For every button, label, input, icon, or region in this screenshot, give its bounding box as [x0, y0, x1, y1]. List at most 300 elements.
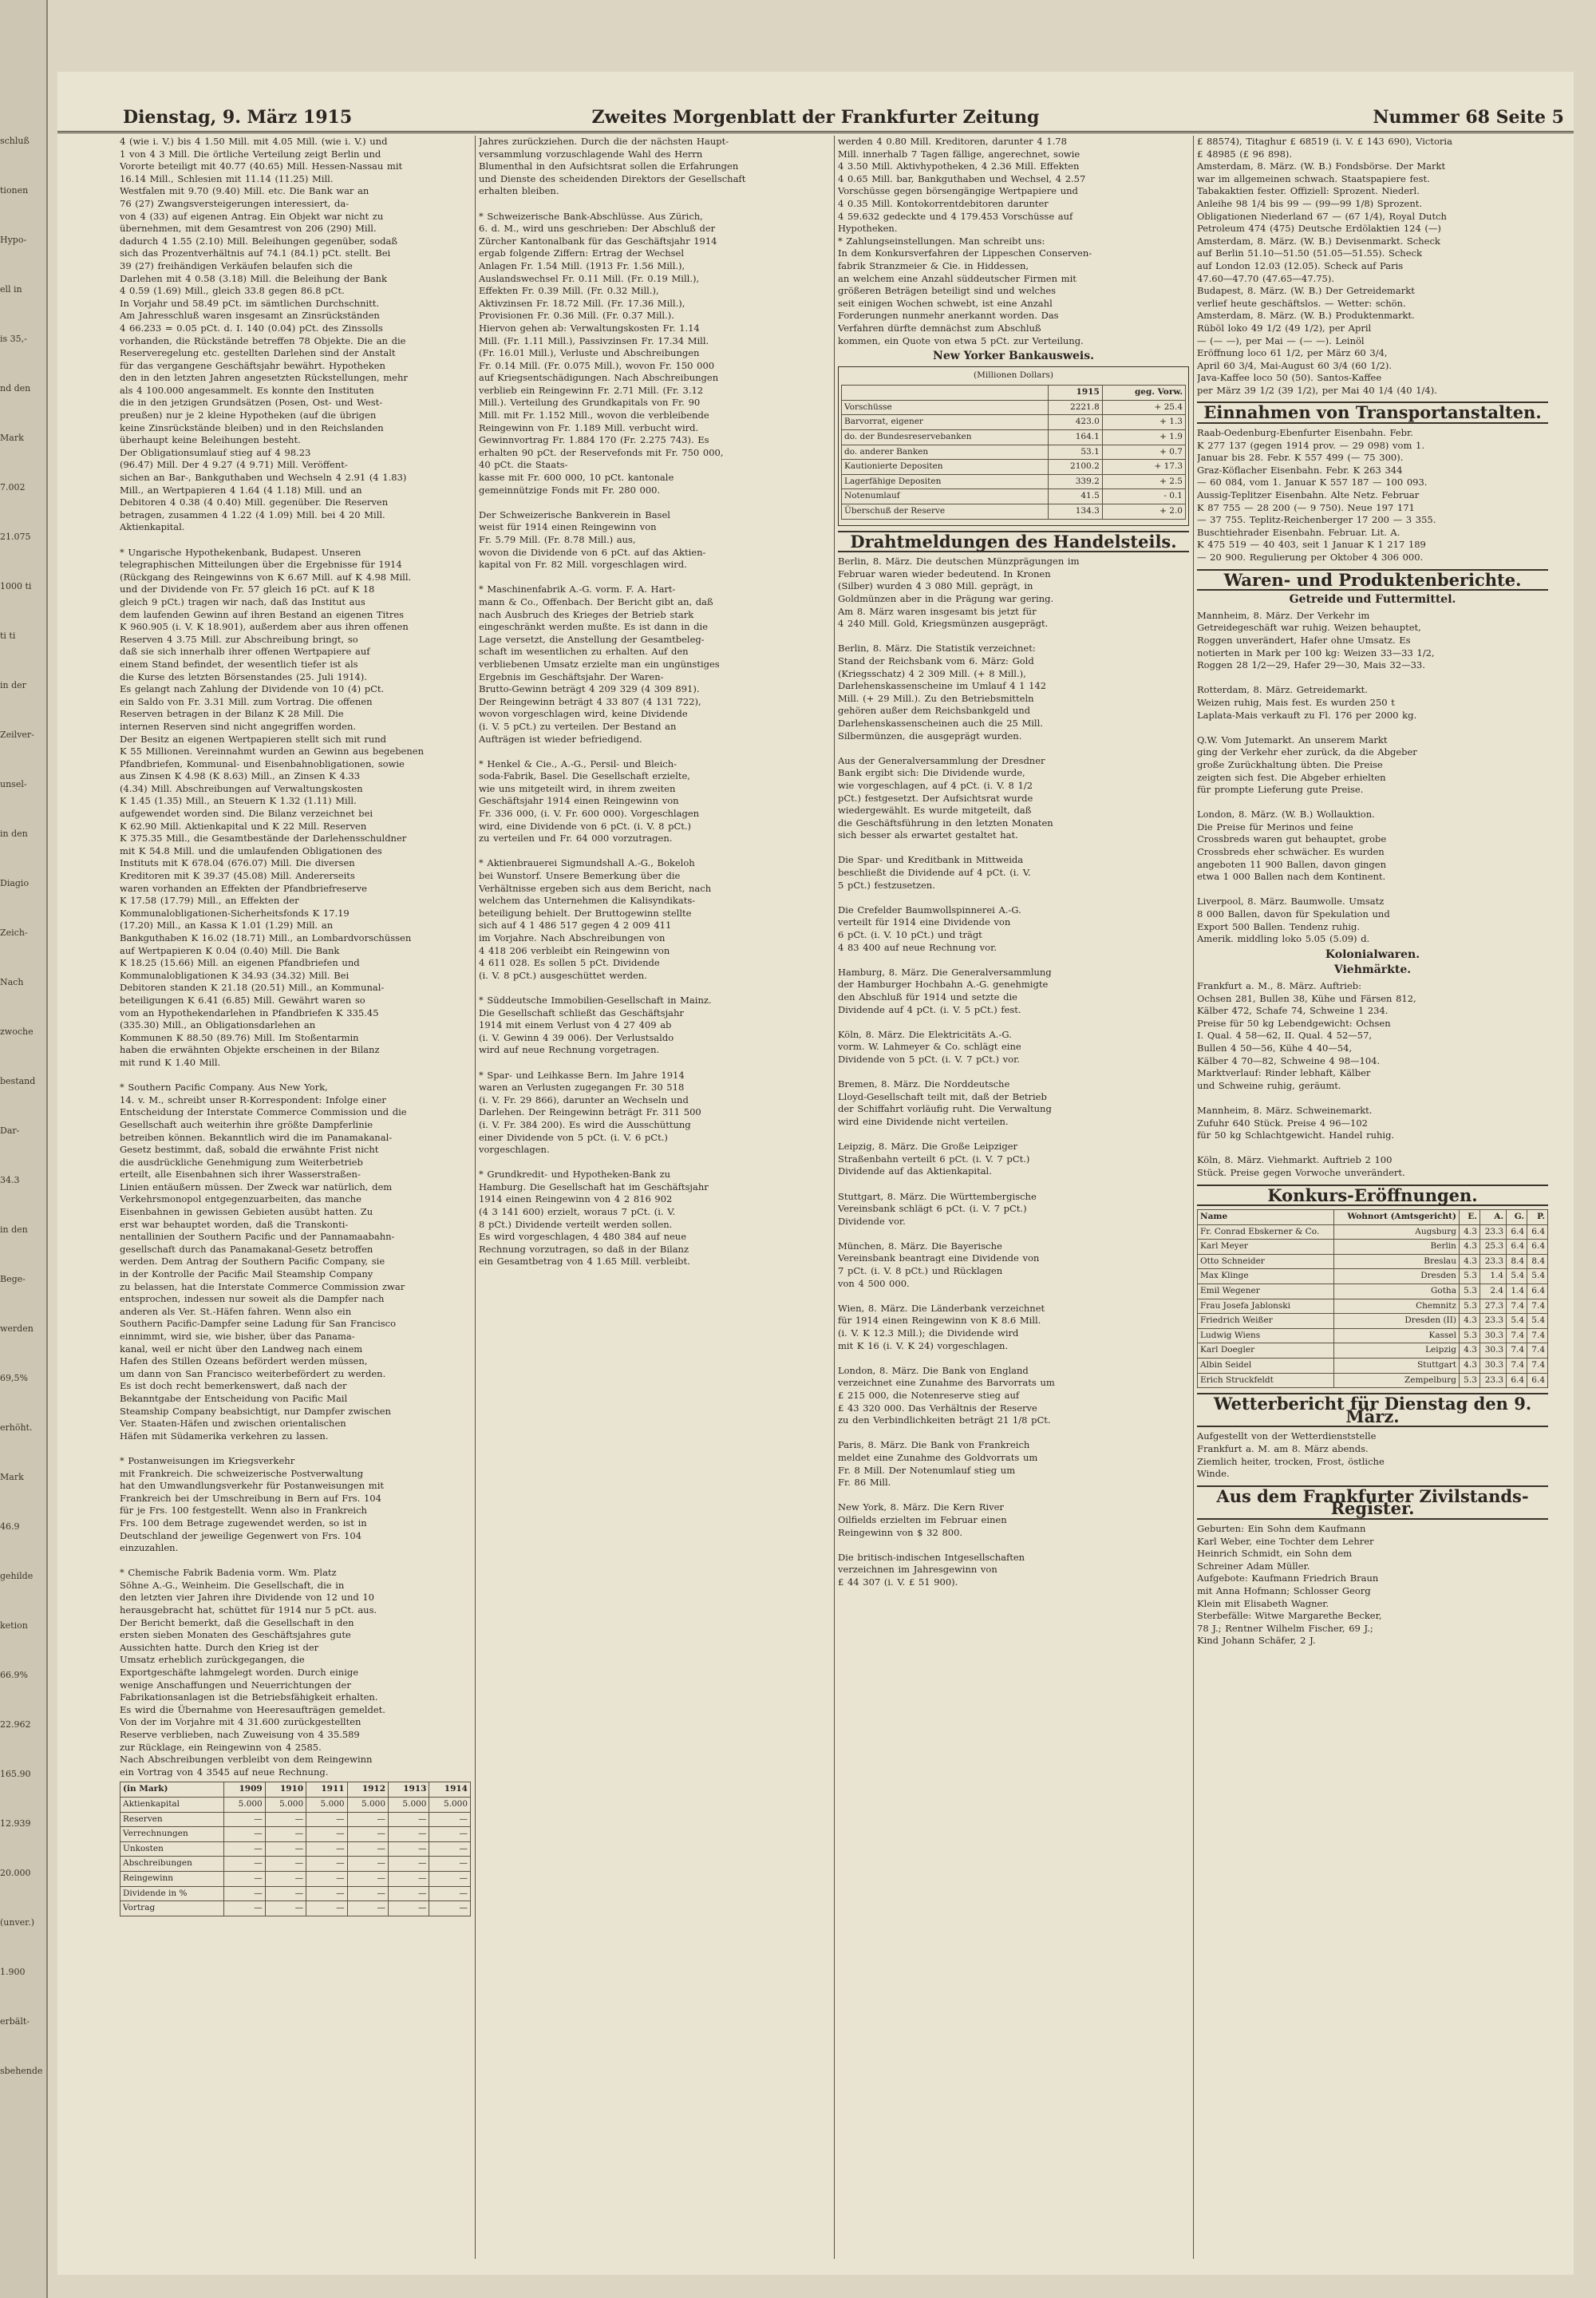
- text-line: Januar bis 28. Febr. K 557 499 (— 75 300).: [1197, 452, 1404, 464]
- text-line: * Postanweisungen im Kriegsverkehr: [120, 1454, 295, 1466]
- text-line: beschließt die Dividende auf 4 pCt. (i. V.: [838, 867, 1031, 879]
- text-line: Vorschüsse gegen börsengängige Wertpapiere und: [838, 185, 1078, 197]
- table-cell: 7.4: [1507, 1343, 1527, 1359]
- text-line: Instituts mit K 678.04 (676.07) Mill. Die diversen: [120, 857, 355, 869]
- text-line: Anleihe 98 1/4 bis 99 — (99—99 1/8) Sprozent.: [1197, 197, 1423, 209]
- table-row: [1198, 1328, 1548, 1343]
- text-line: nach Ausbruch des Krieges der Betrieb stark: [479, 608, 694, 620]
- table-cell: Karl Meyer: [1198, 1240, 1334, 1255]
- text-line: Mill. (Fr. 1.11 Mill.), Passivzinsen Fr. 17.34 Mill.: [479, 334, 709, 346]
- text-line: ging der Verkehr eher zurück, da die Abgeber: [1197, 746, 1417, 758]
- text-line: [479, 1157, 830, 1169]
- text-line: Paris, 8. März. Die Bank von Frankreich: [838, 1439, 1030, 1451]
- text-line: um dann von San Francisco weiterbefördert zu werden.: [120, 1367, 386, 1379]
- table-cell: 5.3: [1459, 1373, 1479, 1388]
- text-line: 4 0.35 Mill. Kontokorrentdebitoren darunter: [838, 197, 1049, 209]
- text-line: telegraphischen Mitteilungen über die Ergebnisse für 1914: [120, 559, 402, 571]
- text-line: 4 0.65 Mill. bar, Bankguthaben und Wechsel, 4 2.57: [838, 172, 1086, 184]
- text-line: wovon die Dividende von 6 pCt. auf das Aktien-: [479, 546, 706, 558]
- text-line: 40 pCt. die Staats-: [479, 459, 568, 471]
- table-row: [120, 1886, 471, 1901]
- text-line: Mill.). Verteilung des Grundkapitals von Fr. 90: [479, 397, 701, 409]
- text-line: K 87 755 — 28 200 (— 9 750). Neue 197 171: [1197, 501, 1415, 513]
- text-line: Bank ergibt sich: Die Dividende wurde,: [838, 767, 1025, 779]
- text-line: [838, 1489, 1189, 1502]
- vieh-text: [1197, 980, 1548, 1180]
- table-cell: - 0.1: [1102, 489, 1185, 504]
- text-line: 4 66.233 = 0.05 pCt. d. I. 140 (0.04) pCt. des Zinssolls: [120, 322, 383, 334]
- table-cell: Frau Josefa Jablonski: [1198, 1299, 1334, 1314]
- section-handelsteil: Drahtmeldungen des Handelsteils.: [838, 531, 1189, 553]
- edge-fragment: ell in: [0, 284, 22, 295]
- table-cell: 4.3: [1459, 1224, 1479, 1240]
- bank-report-heading: New Yorker Bankausweis.: [933, 350, 1094, 363]
- text-line: notierten in Mark per 100 kg: Weizen 33—33 1/2,: [1197, 647, 1435, 659]
- text-line: Am 8. März waren insgesamt bis jetzt für: [838, 605, 1037, 617]
- text-line: Vereinsbank beantragt eine Dividende von: [838, 1252, 1040, 1264]
- text-line: an welchem eine Anzahl süddeutscher Firmen mit: [838, 272, 1077, 284]
- table-cell: Dresden (II): [1333, 1314, 1459, 1329]
- table-cell: Erich Struckfeldt: [1198, 1373, 1334, 1388]
- text-line: aufgewendet worden sind. Die Bilanz verzeichnet bei: [120, 808, 373, 820]
- table-cell: + 2.0: [1102, 504, 1185, 520]
- text-line: [1197, 797, 1548, 809]
- bank-table-box: [838, 366, 1189, 526]
- edge-fragment: zwoche: [0, 1026, 34, 1037]
- text-line: Laplata-Mais verkauft zu Fl. 176 per 2000 kg.: [1197, 709, 1417, 721]
- text-line: Bremen, 8. März. Die Norddeutsche: [838, 1078, 1010, 1090]
- text-line: Amsterdam, 8. März. (W. B.) Devisenmarkt. Scheck: [1197, 235, 1440, 247]
- table-cell: 423.0: [1048, 415, 1102, 430]
- text-line: Die Crefelder Baumwollspinnerei A.-G.: [838, 904, 1021, 916]
- text-line: Crossbreds eher schwächer. Es wurden: [1197, 846, 1385, 858]
- table-cell: 6.4: [1507, 1224, 1527, 1240]
- text-line: angeboten 11 900 Ballen, davon gingen: [1197, 858, 1387, 870]
- table-row: [842, 400, 1186, 415]
- text-line: Berlin, 8. März. Die deutschen Münzprägungen im: [838, 556, 1080, 568]
- table-cell: Max Klinge: [1198, 1269, 1334, 1284]
- table-row: [1198, 1254, 1548, 1269]
- text-line: * Schweizerische Bank-Abschlüsse. Aus Zürich,: [479, 210, 703, 222]
- text-line: wie uns mitgeteilt wird, in ihrem zweiten: [479, 782, 676, 794]
- text-line: bei Wunstorf. Unsere Bemerkung über die: [479, 870, 681, 882]
- text-line: Gesetz bestimmt, daß, sobald die erwähnte Frist nicht: [120, 1144, 379, 1156]
- edge-fragment: 1000 ti: [0, 581, 32, 591]
- table-cell: —: [265, 1871, 306, 1886]
- column-rule: [475, 136, 476, 2259]
- edge-fragment: is 35,-: [0, 334, 27, 344]
- edge-fragment: bestand: [0, 1076, 36, 1086]
- table-cell: 7.4: [1507, 1328, 1527, 1343]
- text-line: Mill., an Wertpapieren 4 1.64 (4 1.18) Mill. und an: [120, 484, 362, 496]
- text-line: Deutschland der jeweilige Gegenwert von Frs. 104: [120, 1529, 362, 1541]
- text-line: zu belassen, hat die Interstate Commerce Commission zwar: [120, 1280, 405, 1292]
- table-cell: 1.4: [1507, 1284, 1527, 1299]
- text-line: Die Preise für Merinos und feine: [1197, 821, 1353, 833]
- text-line: 5 pCt.) festzusetzen.: [838, 879, 935, 891]
- table-cell: Vortrag: [120, 1901, 224, 1916]
- text-line: sichen an Bar-, Bankguthaben und Wechseln 4 2.91 (4 1.83): [120, 472, 407, 484]
- text-line: Frankfurt a. M., 8. März. Auftrieb:: [1197, 980, 1361, 991]
- table-cell: —: [265, 1901, 306, 1916]
- text-line: Export 500 Ballen. Tendenz ruhig.: [1197, 920, 1361, 932]
- table-cell: Albin Seidel: [1198, 1359, 1334, 1374]
- table-cell: + 0.7: [1102, 445, 1185, 460]
- table-row: [842, 489, 1186, 504]
- text-line: Steamship Company beabsichtigt, nur Dampfer zwischen: [120, 1405, 391, 1417]
- table-header-cell: Wohnort (Amtsgericht): [1333, 1210, 1459, 1225]
- text-line: einnimmt, wird sie, wie bisher, über das Panama-: [120, 1331, 355, 1342]
- text-line: Bullen 4 50—56, Kühe 4 40—54,: [1197, 1042, 1353, 1054]
- text-line: Darlehen mit 4 0.58 (3.18) Mill. die Beleihung der Bank: [120, 272, 387, 284]
- text-line: einer Dividende von 5 pCt. (i. V. 6 pCt.): [479, 1131, 668, 1143]
- text-line: Nach Abschreibungen verbleibt von dem Reingewinn: [120, 1754, 373, 1766]
- table-header-cell: Name: [1198, 1210, 1334, 1225]
- text-line: vorm. W. Lahmeyer & Co. schlägt eine: [838, 1041, 1021, 1053]
- table-cell: 1.4: [1479, 1269, 1506, 1284]
- text-line: Der Schweizerische Bankverein in Basel: [479, 508, 670, 520]
- table-header-cell: 1915: [1048, 386, 1102, 401]
- text-line: waren vorhanden an Effekten der Pfandbriefreserve: [120, 882, 367, 894]
- table-cell: —: [389, 1886, 429, 1901]
- text-line: mit K 16 (i. V. K 24) vorgeschlagen.: [838, 1339, 1009, 1351]
- text-line: [838, 842, 1189, 855]
- text-line: verlief heute geschäftslos. — Wetter: schön.: [1197, 297, 1406, 309]
- table-cell: —: [429, 1827, 471, 1842]
- text-line: Aktienkapital.: [120, 521, 185, 533]
- table-row: [1198, 1343, 1548, 1359]
- column-3-main-text: [838, 556, 1189, 1588]
- text-line: Geburten: Ein Sohn dem Kaufmann: [1197, 1522, 1366, 1534]
- text-line: Fr. 8 Mill. Der Notenumlauf stieg um: [838, 1464, 1016, 1476]
- text-line: Frankreich bei der Umschreibung in Bern auf Frs. 104: [120, 1492, 381, 1504]
- table-cell: 30.3: [1479, 1343, 1506, 1359]
- text-line: 6. d. M., wird uns geschrieben: Der Abschluß der: [479, 223, 716, 235]
- text-line: Es wird vorgeschlagen, 4 480 384 auf neue: [479, 1231, 687, 1243]
- table-cell: —: [347, 1857, 388, 1872]
- text-line: eingeschränkt werden mußte. Es ist dann in die: [479, 621, 708, 633]
- text-line: [120, 1070, 471, 1082]
- text-line: 14. v. M., schreibt unser R-Korrespondent: Infolge einer: [120, 1094, 386, 1105]
- table-cell: 5.000: [224, 1797, 265, 1812]
- text-line: beteiligung behielt. Der Bruttogewinn stellte: [479, 907, 692, 919]
- text-line: für 1914 einen Reingewinn von K 8.6 Mill.: [838, 1315, 1041, 1327]
- text-line: Amsterdam, 8. März. (W. B.) Fondsbörse. Der Markt: [1197, 160, 1446, 172]
- edge-fragment: Zeich-: [0, 928, 28, 938]
- text-line: der Schiffahrt vorläufig ruht. Die Verwaltung: [838, 1103, 1052, 1115]
- text-line: Fr. 5.79 Mill. (Fr. 8.78 Mill.) aus,: [479, 534, 636, 545]
- text-line: aus Zinsen K 4.98 (K 8.63) Mill., an Zinsen K 4.33: [120, 770, 361, 782]
- section-kolonial: Kolonialwaren.: [1325, 947, 1420, 961]
- text-line: 4 240 Mill. Gold, Kriegsmünzen ausgeprägt.: [838, 618, 1049, 630]
- edge-fragment: Zeilver-: [0, 730, 34, 740]
- table-cell: 164.1: [1048, 430, 1102, 445]
- table-cell: 2100.2: [1048, 460, 1102, 475]
- text-line: Auslandswechsel Fr. 0.11 Mill. (Fr. 0.19 Mill.),: [479, 272, 700, 284]
- table-cell: + 1.9: [1102, 430, 1185, 445]
- text-line: von 4 (33) auf eigenen Antrag. Ein Objekt war nicht zu: [120, 210, 384, 222]
- text-line: Leipzig, 8. März. Die Große Leipziger: [838, 1141, 1018, 1153]
- text-line: vorhanden, die Rückstände betreffen 78 Objekte. Die an die: [120, 334, 406, 346]
- text-line: werden. Dem Antrag der Southern Pacific Company, sie: [120, 1256, 385, 1268]
- text-line: Roggen 28 1/2—29, Hafer 29—30, Mais 32—33.: [1197, 659, 1425, 671]
- text-line: Blumenthal in den Aufsichtsrat sollen die Erfahrungen: [479, 160, 739, 172]
- text-line: 4 0.59 (1.69) Mill., gleich 33.8 gegen 86.8 pCt.: [120, 285, 345, 297]
- table-cell: —: [224, 1901, 265, 1916]
- table-row: [120, 1812, 471, 1827]
- table-cell: 6.4: [1527, 1240, 1548, 1255]
- table-cell: —: [429, 1841, 471, 1857]
- text-line: erst war behauptet worden, daß die Transkonti-: [120, 1218, 349, 1230]
- text-line: 76 (27) Zwangsversteigerungen interessiert, da-: [120, 197, 350, 209]
- text-line: kasse mit Fr. 600 000, 10 pCt. kantonale: [479, 472, 674, 484]
- table-cell: 7.4: [1527, 1359, 1548, 1374]
- text-line: Mill. (+ 29 Mill.). Zu den Betriebsmitteln: [838, 692, 1034, 704]
- text-line: [838, 631, 1189, 643]
- table-cell: Überschuß der Reserve: [842, 504, 1049, 520]
- text-line: die in den jetzigen Grundsätzen (Posen, Ost- und West-: [120, 397, 383, 409]
- text-line: [479, 982, 830, 995]
- text-line: per März 39 1/2 (39 1/2), per Mai 40 1/4 (40 1/4).: [1197, 384, 1437, 396]
- table-cell: Karl Doegler: [1198, 1343, 1334, 1359]
- text-line: (Silber) wurden 4 3 080 Mill. geprägt, in: [838, 580, 1033, 592]
- text-line: verzeichnen im Jahresgewinn von: [838, 1564, 998, 1576]
- edge-fragment: 7.002: [0, 482, 26, 492]
- text-line: als 4 100.000 angesammelt. Es konnte den Instituten: [120, 384, 374, 396]
- text-line: (i. V. Gewinn 4 39 006). Der Verlustsaldo: [479, 1031, 674, 1043]
- table-cell: 2.4: [1479, 1284, 1506, 1299]
- text-line: [479, 845, 830, 858]
- page-number: Nummer 68 Seite 5: [1373, 107, 1564, 128]
- text-line: Eröffnung loco 61 1/2, per März 60 3/4,: [1197, 347, 1388, 359]
- text-line: Aussichten hatte. Durch den Krieg ist der: [120, 1641, 319, 1653]
- edge-fragment: 12.939: [0, 1818, 31, 1829]
- column-2: [479, 136, 830, 2259]
- text-line: wenige Anschaffungen und Neuerrichtungen der: [120, 1679, 351, 1691]
- table-cell: Dividende in %: [120, 1886, 224, 1901]
- table-header-cell: P.: [1527, 1210, 1548, 1225]
- table-cell: 6.4: [1527, 1224, 1548, 1240]
- text-line: Graz-Köflacher Eisenbahn. Febr. K 263 344: [1197, 464, 1403, 476]
- table-cell: do. der Bundesreservebanken: [842, 430, 1049, 445]
- text-line: Dividende auf 4 pCt. (i. V. 5 pCt.) fest.: [838, 1003, 1021, 1015]
- text-line: Westfalen mit 9.70 (9.40) Mill. etc. Die Bank war an: [120, 185, 369, 197]
- text-line: K 960.905 (i. V. K 18.901), außerdem aber aus ihren offenen: [120, 621, 409, 633]
- text-line: £ 43 320 000. Das Verhältnis der Reserve: [838, 1402, 1037, 1414]
- edge-fragment: 165.90: [0, 1769, 31, 1779]
- table-cell: do. anderer Banken: [842, 445, 1049, 460]
- text-line: Gewinnvortrag Fr. 1.884 170 (Fr. 2.275 743). Es: [479, 434, 709, 446]
- text-line: * Ungarische Hypothekenbank, Budapest. Unseren: [120, 546, 361, 558]
- table-cell: 339.2: [1048, 474, 1102, 489]
- table-row: [120, 1797, 471, 1812]
- table-cell: —: [347, 1812, 388, 1827]
- text-line: 4 (wie i. V.) bis 4 1.50 Mill. mit 4.05 Mill. (wie i. V.) und: [120, 136, 388, 147]
- text-line: (4 3 141 600) erzielt, woraus 7 pCt. (i. V.: [479, 1206, 676, 1218]
- text-line: Am Jahresschluß waren insgesamt an Zinsrückständen: [120, 310, 380, 322]
- text-line: Kind Johann Schäfer, 2 J.: [1197, 1635, 1316, 1647]
- edge-fragment: 22.962: [0, 1719, 31, 1730]
- text-line: kommen, ein Quote von etwa 5 pCt. zur Verteilung.: [838, 334, 1084, 346]
- text-line: Köln, 8. März. Die Elektricitäts A.-G.: [838, 1028, 1012, 1040]
- text-line: — 20 900. Regulierung per Oktober 4 306 000.: [1197, 552, 1424, 563]
- text-line: wird auf neue Rechnung vorgetragen.: [479, 1044, 660, 1056]
- text-line: Fr. 86 Mill.: [838, 1477, 891, 1489]
- text-line: etwa 1 000 Ballen nach dem Kontinent.: [1197, 871, 1386, 883]
- text-line: mann & Co., Offenbach. Der Bericht gibt an, daß: [479, 595, 713, 607]
- text-line: keine Zinsrückstände bleiben) und in den Reichslanden: [120, 421, 384, 433]
- text-line: £ 44 307 (i. V. £ 51 900).: [838, 1576, 958, 1588]
- bank-table: [841, 385, 1186, 519]
- text-line: Rotterdam, 8. März. Getreidemarkt.: [1197, 684, 1368, 696]
- text-line: Fr. 0.14 Mill. (Fr. 0.075 Mill.), wovon Fr. 150 000: [479, 359, 715, 371]
- edge-fragment: Mark: [0, 1472, 24, 1482]
- table-cell: Leipzig: [1333, 1343, 1459, 1359]
- text-line: Stück. Preise gegen Vorwoche unverändert.: [1197, 1166, 1405, 1178]
- text-line: einzuzahlen.: [120, 1542, 179, 1554]
- table-cell: 30.3: [1479, 1359, 1506, 1374]
- text-line: K 55 Millionen. Vereinnahmt wurden an Gewinn aus begebenen: [120, 746, 424, 757]
- text-line: London, 8. März. Die Bank von England: [838, 1364, 1029, 1376]
- table-cell: Zempelburg: [1333, 1373, 1459, 1388]
- text-line: München, 8. März. Die Bayerische: [838, 1240, 1002, 1252]
- edge-fragment: in den: [0, 829, 28, 839]
- table-cell: 2221.8: [1048, 400, 1102, 415]
- text-line: daß sie sich innerhalb ihrer offenen Wertpapiere auf: [120, 646, 370, 658]
- table-cell: —: [347, 1841, 388, 1857]
- table-cell: —: [265, 1812, 306, 1827]
- text-line: die ausdrückliche Genehmigung zum Weiterbetrieb: [120, 1156, 363, 1168]
- text-line: ersten sieben Monaten des Geschäftsjahres gute: [120, 1629, 351, 1641]
- table-header-cell: [842, 386, 1049, 401]
- text-line: Oilfields erzielten im Februar einen: [838, 1513, 1007, 1525]
- text-line: Wien, 8. März. Die Länderbank verzeichnet: [838, 1302, 1045, 1314]
- text-line: 1 von 4 3 Mill. Die örtliche Verteilung zeigt Berlin und: [120, 148, 381, 160]
- text-line: (335.30) Mill., an Obligationsdarlehen an: [120, 1019, 316, 1031]
- table-header-cell: A.: [1479, 1210, 1506, 1225]
- column-rule: [1193, 136, 1194, 2259]
- text-line: Dividende auf das Aktienkapital.: [838, 1165, 992, 1177]
- text-line: Kreditoren mit K 39.37 (45.08) Mill. Andererseits: [120, 870, 355, 882]
- text-line: seit einigen Wochen schwebt, ist eine Anzahl: [838, 297, 1053, 309]
- column-4: [1197, 136, 1548, 2259]
- page-header: [57, 102, 1574, 133]
- text-line: waren an Verlusten zugegangen Fr. 30 518: [479, 1082, 685, 1094]
- text-line: entsprochen, indessen nur soweit als die Dampfer nach: [120, 1293, 385, 1305]
- table-row: [120, 1827, 471, 1842]
- table-cell: —: [306, 1901, 347, 1916]
- table-cell: —: [389, 1827, 429, 1842]
- text-line: (4.34) Mill. Abschreibungen auf Verwaltungskosten: [120, 782, 363, 794]
- table-row: [842, 474, 1186, 489]
- text-line: Crossbreds waren gut behauptet, grobe: [1197, 833, 1387, 845]
- text-line: fabrik Stranzmeier & Cie. in Hiddessen,: [838, 259, 1029, 271]
- text-line: Java-Kaffee loco 50 (50). Santos-Kaffee: [1197, 372, 1382, 384]
- bank-table-caption: (Millionen Dollars): [974, 370, 1053, 380]
- table-cell: —: [224, 1812, 265, 1827]
- text-line: Southern Pacific-Dampfer seine Ladung für San Francisco: [120, 1318, 397, 1330]
- table-header-cell: E.: [1459, 1210, 1479, 1225]
- waren-text: [1197, 610, 1548, 946]
- text-line: Obligationen Niederland 67 — (67 1/4), Royal Dutch: [1197, 210, 1447, 222]
- table-cell: —: [389, 1871, 429, 1886]
- table-cell: —: [224, 1886, 265, 1901]
- table-cell: —: [224, 1827, 265, 1842]
- table-header-cell: 1910: [265, 1782, 306, 1798]
- table-cell: 7.4: [1527, 1343, 1548, 1359]
- text-line: (17.20) Mill., an Kassa K 1.01 (1.29) Mill. an: [120, 920, 334, 931]
- text-line: die Kurse des letzten Börsenstandes (25. Juli 1914).: [120, 670, 367, 682]
- text-line: Frs. 100 dem Betrage zugewendet werden, so ist in: [120, 1517, 367, 1529]
- text-line: Hamburg, 8. März. Die Generalversammlung: [838, 966, 1052, 978]
- text-line: [838, 1178, 1189, 1191]
- text-line: Exportgeschäfte lahmgelegt worden. Durch einige: [120, 1667, 359, 1679]
- text-line: Debitoren standen K 21.18 (20.51) Mill., an Kommunal-: [120, 982, 385, 994]
- text-line: Verhältnisse ergeben sich aus dem Bericht, nach: [479, 882, 712, 894]
- text-line: Ergebnis im Geschäftsjahr. Der Waren-: [479, 670, 664, 682]
- text-line: 47.60—47.70 (47.65—47.75).: [1197, 272, 1334, 284]
- text-line: Tabakaktien fester. Offiziell: Sprozent. Niederl.: [1197, 185, 1420, 197]
- text-line: Jahres zurückziehen. Durch die der nächsten Haupt-: [479, 136, 729, 147]
- table-cell: Kassel: [1333, 1328, 1459, 1343]
- newspaper-title: Zweites Morgenblatt der Frankfurter Zeitung: [591, 107, 1040, 128]
- edge-fragment: sbehende: [0, 2066, 43, 2076]
- financial-table: [120, 1782, 471, 1916]
- text-line: Heinrich Schmidt, ein Sohn dem: [1197, 1548, 1353, 1560]
- text-line: [838, 1228, 1189, 1240]
- text-line: [120, 1555, 471, 1568]
- table-row: [1198, 1299, 1548, 1314]
- text-line: Verkehrsmonopol entgegenzuarbeiten, das manche: [120, 1193, 361, 1205]
- table-cell: 30.3: [1479, 1328, 1506, 1343]
- edge-fragment: 46.9: [0, 1521, 20, 1532]
- table-cell: —: [306, 1827, 347, 1842]
- text-line: dadurch 4 1.55 (2.10) Mill. Beleihungen gegenüber, sodaß: [120, 235, 398, 247]
- text-line: Rüböl loko 49 1/2 (49 1/2), per April: [1197, 322, 1372, 334]
- text-line: Sterbefälle: Witwe Margarethe Becker,: [1197, 1610, 1382, 1622]
- text-line: £ 48985 (£ 96 898).: [1197, 148, 1293, 160]
- text-line: (Rückgang des Reingewinns von K 6.67 Mill. auf K 4.98 Mill.: [120, 571, 412, 583]
- table-cell: 5.000: [265, 1797, 306, 1812]
- text-line: mit rund K 1.40 Mill.: [120, 1056, 221, 1068]
- text-line: K 62.90 Mill. Aktienkapital und K 22 Mill. Reserven: [120, 820, 367, 832]
- text-line: Aufgestellt von der Wetterdienststelle: [1197, 1430, 1377, 1442]
- text-line: Es ist doch recht bemerkenswert, daß nach der: [120, 1380, 347, 1392]
- text-line: Der Obligationsumlauf stieg auf 4 98.23: [120, 446, 311, 458]
- text-line: Lloyd-Gesellschaft teilt mit, daß der Betrieb: [838, 1090, 1047, 1102]
- text-line: [838, 1016, 1189, 1029]
- table-row: [842, 430, 1186, 445]
- table-cell: Stuttgart: [1333, 1359, 1459, 1374]
- column-1-text: [120, 136, 471, 1778]
- table-header-cell: 1913: [389, 1782, 429, 1798]
- text-line: K 17.58 (17.79) Mill., an Effekten der: [120, 895, 299, 907]
- table-cell: 6.4: [1527, 1373, 1548, 1388]
- text-line: £ 215 000, die Notenreserve stieg auf: [838, 1390, 1020, 1401]
- text-line: Mannheim, 8. März. Schweinemarkt.: [1197, 1104, 1373, 1116]
- text-line: Vereinsbank schlägt 6 pCt. (i. V. 7 pCt.): [838, 1203, 1027, 1215]
- text-line: [1197, 1092, 1548, 1105]
- text-line: verblieb ein Reingewinn Fr. 2.71 Mill. (Fr. 3.12: [479, 384, 704, 396]
- text-line: verbliebenen Umsatz erzielte man ein ungünstiges: [479, 658, 720, 670]
- edge-fragment: schluß: [0, 136, 30, 146]
- text-line: wie vorgeschlagen, auf 4 pCt. (i. V. 8 1/2: [838, 779, 1033, 791]
- text-line: [838, 1539, 1189, 1552]
- section-waren: Waren- und Produktenberichte.: [1197, 569, 1548, 591]
- table-cell: —: [347, 1827, 388, 1842]
- text-line: (i. V. 5 pCt.) zu verteilen. Der Bestand an: [479, 720, 677, 732]
- table-header-cell: 1914: [429, 1782, 471, 1798]
